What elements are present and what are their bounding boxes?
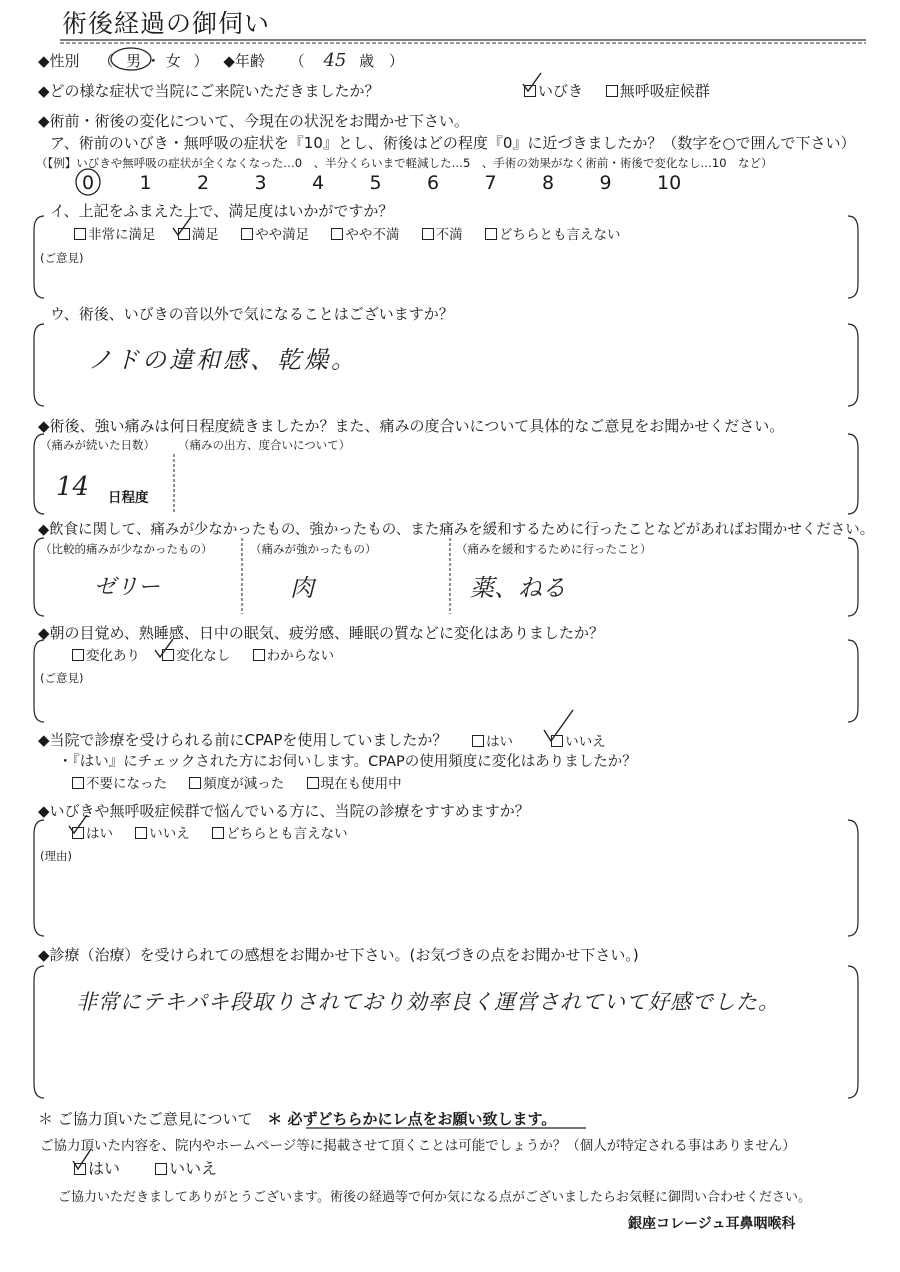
footer-underline — [306, 1126, 586, 1132]
q2-sub-a: ア、術前のいびき・無呼吸の症状を『10』とし、術後はどの程度『0』に近づきましたか？（数字を○で囲んで下さい） — [50, 134, 856, 152]
checkbox-icon — [155, 1163, 167, 1175]
sat-option[interactable]: 満足 — [178, 223, 219, 243]
clinic-name: 銀座コレージュ耳鼻咽喉科 — [628, 1216, 796, 1232]
footer-permission: ご協力頂いた内容を、院内やホームページ等に掲載させて頂くことは可能でしょうか？（個人が特定される事はありません） — [40, 1138, 796, 1154]
check-mark-icon — [70, 1146, 94, 1172]
q8-reason-label: (理由) — [40, 849, 72, 863]
q2-opinion-label: (ご意見) — [40, 251, 84, 265]
pain-relief-label: （痛みを緩和するために行ったこと） — [456, 542, 652, 556]
scale-number[interactable]: 4 — [312, 172, 325, 194]
food-high-pain-value[interactable]: 肉 — [290, 574, 314, 602]
q6-bracket — [30, 636, 864, 726]
cpap-freq-option[interactable]: 頻度が減った — [189, 772, 284, 792]
scale-number[interactable]: 10 — [657, 172, 682, 194]
form-title: 術後経過の御伺い — [62, 9, 271, 38]
check-mark-icon — [520, 70, 544, 94]
cpap-yes[interactable]: はい — [472, 730, 513, 750]
pain-days-value[interactable]: 14 — [56, 472, 90, 502]
q1-text: ◆どの様な症状で当院にご来院いただきましたか？ — [38, 82, 380, 100]
recommend-option[interactable]: いいえ — [135, 822, 190, 842]
gender-male[interactable]: 男 — [126, 52, 142, 70]
q9-answer[interactable]: 非常にテキパキ段取りされており効率良く運営されていて好感でした。 — [76, 990, 780, 1014]
sat-option[interactable]: 非常に満足 — [74, 223, 156, 243]
q3-answer[interactable]: ノドの違和感、乾燥。 — [88, 346, 358, 374]
q6-text: ◆朝の目覚め、熟睡感、日中の眠気、疲労感、睡眠の質などに変化はありましたか？ — [38, 624, 604, 642]
q7-sub-options — [72, 772, 420, 792]
q1-option-apnea[interactable]: 無呼吸症候群 — [606, 80, 710, 101]
q9-bracket — [30, 962, 864, 1102]
scale-number[interactable]: 3 — [254, 172, 267, 194]
q9-text: ◆診療（治療）を受けられての感想をお聞かせ下さい。(お気づきの点をお聞かせ下さい。) — [38, 946, 639, 964]
male-circle-mark — [108, 46, 154, 72]
q4-text: ◆術後、強い痛みは何日程度続きましたか？また、痛みの度合いについて具体的なご意見をお聞かせください。 — [38, 417, 785, 435]
q6-option[interactable]: 変化あり — [72, 644, 140, 664]
gender-female[interactable]: 女 — [165, 52, 181, 70]
cpap-freq-option[interactable]: 現在も使用中 — [307, 772, 402, 792]
pain-relief-value[interactable]: 薬、ねる — [470, 574, 566, 602]
pain-days-label: （痛みが続いた日数） — [40, 438, 155, 452]
q6-opinion-label: (ご意見) — [40, 671, 84, 685]
q7-text: ◆当院で診療を受けられる前にCPAPを使用していましたか？ — [38, 731, 448, 749]
check-mark-icon — [540, 708, 576, 744]
q7-sub: ・『はい』にチェックされた方にお伺いします。CPAPの使用頻度に変化はありましたか？ — [58, 754, 637, 770]
scale-number[interactable]: 0 — [82, 172, 95, 194]
checkbox-icon — [189, 777, 201, 789]
pain-degree-label: （痛みの出方、度合いについて） — [178, 438, 351, 452]
sat-option[interactable]: やや満足 — [241, 223, 309, 243]
food-low-pain-value[interactable]: ゼリー — [94, 575, 161, 600]
age-value[interactable]: 45 — [323, 50, 347, 71]
sat-option[interactable]: どちらとも言えない — [485, 223, 621, 243]
scale-number[interactable]: 8 — [542, 172, 555, 194]
pain-days-unit: 日程度 — [108, 490, 149, 506]
scale-number[interactable]: 9 — [599, 172, 612, 194]
q2-text: ◆術前・術後の変化について、今現在の状況をお聞かせ下さい。 — [38, 112, 469, 130]
food-low-pain-label: （比較的痛みが少なかったもの） — [40, 542, 213, 556]
recommend-option[interactable]: はい — [72, 822, 113, 842]
sat-option[interactable]: やや不満 — [331, 223, 399, 243]
scale-number[interactable]: 2 — [197, 172, 210, 194]
scale-number[interactable]: 6 — [427, 172, 440, 194]
title-underline — [60, 36, 866, 48]
q2-example: （【例】いびきや無呼吸の症状が全くなくなった…0 、半分くらいまで軽減した…5 、手術の効果がなく術前・術後で変化なし…10 など） — [36, 156, 773, 170]
recommend-option[interactable]: どちらとも言えない — [212, 822, 348, 842]
permission-yes[interactable]: はい — [74, 1156, 120, 1179]
q1-option-ibiki[interactable]: いびき — [524, 80, 583, 101]
q3-text: ウ、術後、いびきの音以外で気になることはございますか？ — [50, 305, 454, 323]
q4-bracket — [30, 430, 864, 518]
gender-row: ◆性別 （ 男 ・ 女 ） ◆年齢 （ 45 歳 ） — [38, 50, 404, 71]
q6-option[interactable]: 変化なし — [162, 644, 230, 664]
scale-number[interactable]: 1 — [139, 172, 152, 194]
q1-options — [524, 80, 728, 101]
scale-zero-circle-mark — [74, 167, 104, 197]
checkbox-icon — [72, 777, 84, 789]
permission-no[interactable]: いいえ — [155, 1156, 217, 1179]
scale-number[interactable]: 7 — [484, 172, 497, 194]
footer-thanks: ご協力いただきましてありがとうございます。術後の経過等で何か気になる点がございましたらお気軽に御問い合わせください。 — [58, 1190, 811, 1205]
checkbox-icon — [472, 735, 484, 747]
q8-text: ◆いびきや無呼吸症候群で悩んでいる方に、当院の診療をすすめますか？ — [38, 802, 530, 820]
scale-number[interactable]: 5 — [369, 172, 382, 194]
opinion-bracket — [30, 212, 864, 302]
checkbox-icon — [307, 777, 319, 789]
checkbox-icon — [606, 85, 618, 97]
q5-text: ◆飲食に関して、痛みが少なかったもの、強かったもの、また痛みを緩和するために行ったことなどがあればお聞かせください。 — [38, 522, 875, 538]
food-high-pain-label: （痛みが強かったもの） — [250, 542, 377, 556]
cpap-no[interactable]: いいえ — [551, 730, 606, 750]
sat-option[interactable]: 不満 — [422, 223, 463, 243]
q2-sub-i: イ、上記をふまえた上で、満足度はいかがですか？ — [50, 202, 394, 220]
cpap-freq-option[interactable]: 不要になった — [72, 772, 167, 792]
footer-note: ＊ ご協力頂いたご意見について ＊ 必ずどちらかにレ点をお願い致します。 — [38, 1110, 557, 1128]
scale-row — [82, 172, 715, 194]
footer-options — [74, 1156, 235, 1179]
q8-bracket — [30, 816, 864, 940]
q6-option[interactable]: わからない — [253, 644, 335, 664]
